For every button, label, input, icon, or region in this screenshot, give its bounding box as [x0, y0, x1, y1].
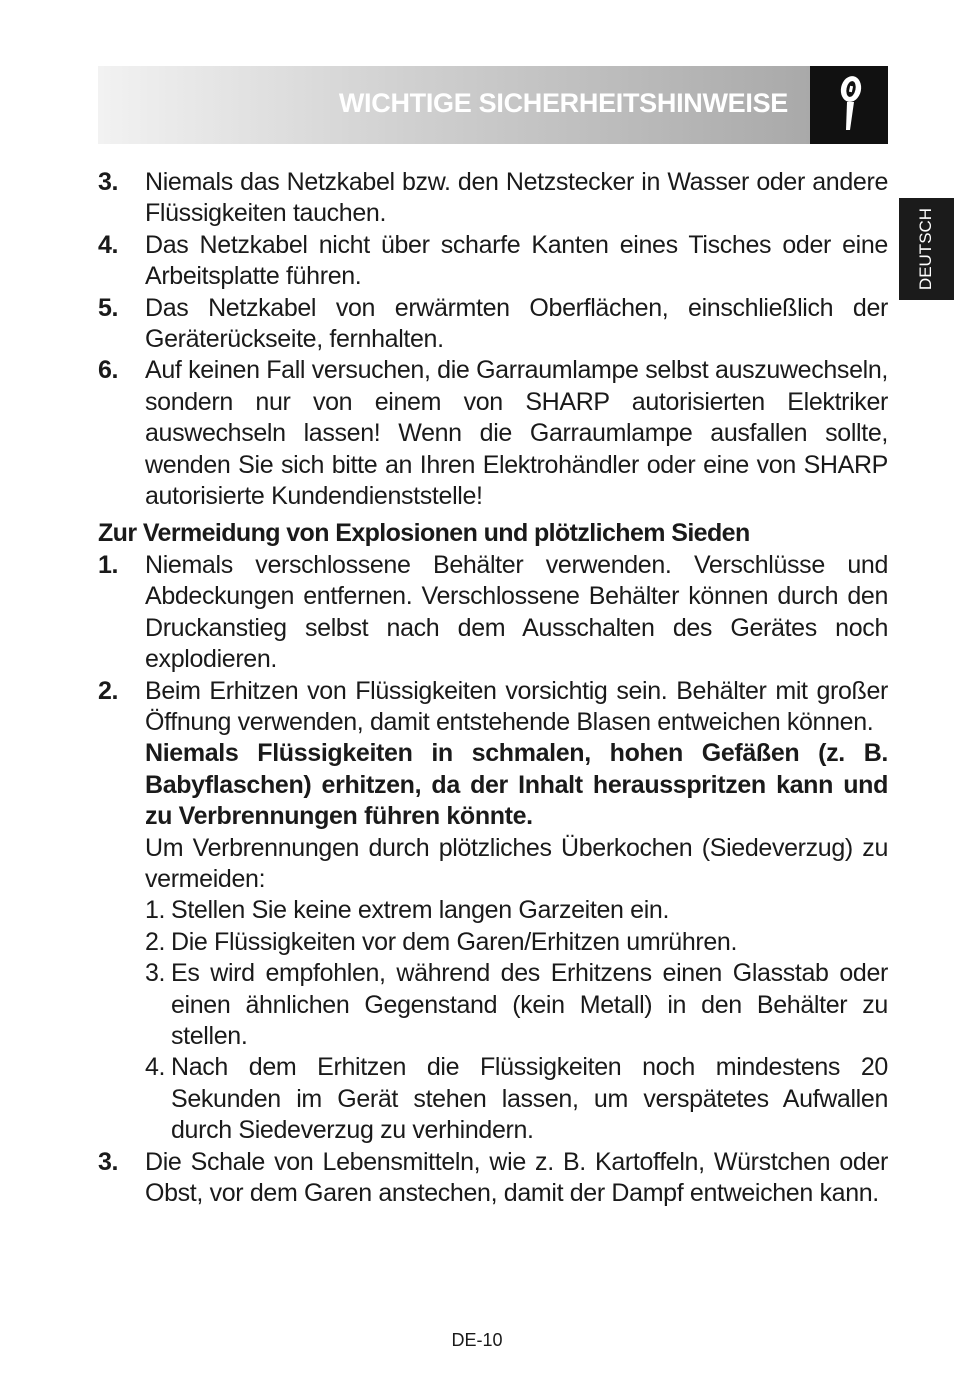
sub-step-text: Stellen Sie keine extrem langen Garzeiten ein.	[171, 896, 670, 925]
list-item	[98, 676, 888, 1147]
list-item	[98, 230, 888, 293]
section-title: WICHTIGE SICHERHEITSHINWEISE	[338, 88, 788, 118]
item-text: Die Schale von Lebensmitteln, wie z. B. Kartoffeln, Würstchen oder Obst, vor dem Garen anstechen, damit der Dampf entweichen kann.	[145, 1147, 888, 1207]
item-text: Auf keinen Fall versuchen, die Garraumlampe selbst auszuwechseln, sondern nur von einem von SHARP autorisierten Elektriker auswechseln lassen! Wenn die Garraumlampe ausfallen sollte, wenden Sie sich bitte an Ihren Elektrohändler oder eine von SHARP autorisierte Kundendienststelle!	[145, 356, 888, 511]
sub-step-text: Es wird empfohlen, während des Erhitzens einen Glasstab oder einen ähnlichen Gegenstand (kein Metall) in den Behälter zu stellen.	[171, 959, 888, 1050]
sub-step-number: 2.	[145, 927, 166, 956]
list-item	[98, 167, 888, 230]
sub-step	[145, 927, 888, 958]
header-icon-box	[810, 66, 888, 144]
sub-step-number: 3.	[145, 959, 166, 988]
item-text: Niemals verschlossene Behälter verwenden. Verschlüsse und Abdeckungen entfernen. Verschlossene Behälter können durch den Druckanstieg selbst nach dem Ausschalten des Gerätes noch explodieren.	[145, 550, 888, 674]
sub-step-text: Nach dem Erhitzen die Flüssigkeiten noch mindestens 20 Sekunden im Gerät stehen lassen, um verspätetes Aufwallen durch Siedeverzug zu verhindern.	[171, 1053, 888, 1145]
item-number: 5.	[98, 293, 119, 322]
sub-step-number: 4.	[145, 1053, 166, 1082]
item-number: 3.	[98, 1147, 119, 1176]
item-text: Das Netzkabel von erwärmten Oberflächen, einschließlich der Geräterückseite, fernhalten.	[145, 293, 888, 354]
page-number: DE-10	[451, 1330, 503, 1350]
sub-step	[145, 895, 888, 926]
list-item	[98, 293, 888, 356]
sub-step-text: Die Flüssigkeiten vor dem Garen/Erhitzen umrühren.	[171, 927, 738, 956]
item-number: 2.	[98, 676, 119, 705]
item-number: 1.	[98, 550, 119, 579]
info-pin-icon	[810, 66, 888, 144]
list-item	[98, 355, 888, 512]
item-number: 4.	[98, 230, 119, 259]
main-content	[98, 167, 888, 1209]
sub-step	[145, 1052, 888, 1146]
section-heading: Zur Vermeidung von Explosionen und plötzlichem Sieden	[98, 519, 750, 548]
list-item	[98, 550, 888, 676]
language-tab	[899, 198, 954, 300]
item-text: Beim Erhitzen von Flüssigkeiten vorsichtig sein. Behälter mit großer Öffnung verwenden, damit entstehende Blasen entweichen können.	[145, 676, 888, 736]
warning-text: Niemals Flüssigkeiten in schmalen, hohen Gefäßen (z. B. Babyflaschen) erhitzen, da der Inhalt herausspritzen kann und zu Verbrennungen führen könnte.	[145, 739, 888, 831]
intro-text: Um Verbrennungen durch plötzliches Überkochen (Siedeverzug) zu vermeiden:	[145, 833, 888, 893]
language-tab-label: DEUTSCH	[916, 207, 935, 291]
item-text: Das Netzkabel nicht über scharfe Kanten eines Tisches oder eine Arbeitsplatte führen.	[145, 230, 888, 291]
sub-step-number: 1.	[145, 896, 166, 925]
section-header-bar	[98, 66, 810, 144]
item-number: 3.	[98, 168, 119, 196]
item-text: Niemals das Netzkabel bzw. den Netzstecker in Wasser oder andere Flüssigkeiten tauchen.	[145, 168, 888, 228]
item-number: 6.	[98, 356, 119, 385]
sub-step	[145, 958, 888, 1052]
list-item	[98, 1147, 888, 1210]
